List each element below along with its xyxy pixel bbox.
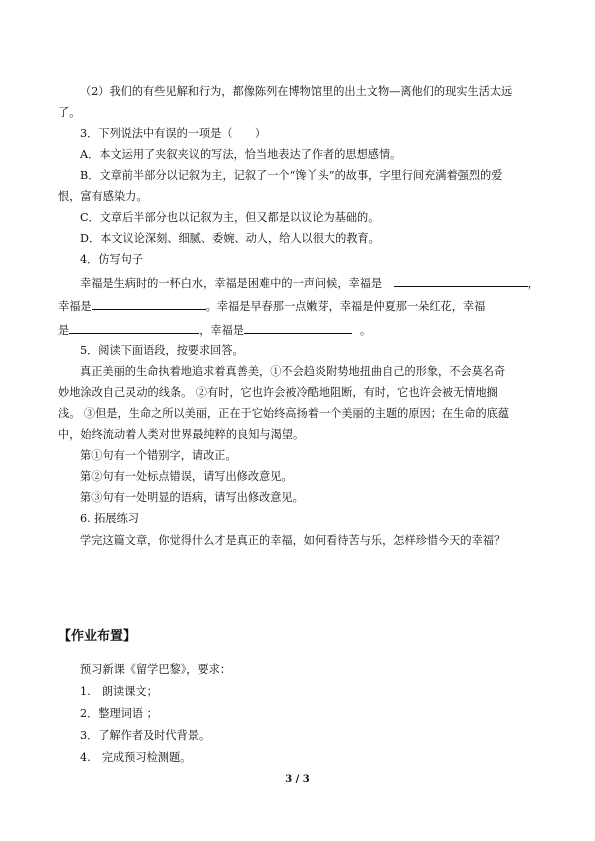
homework-intro: 预习新课《留学巴黎》，要求： — [80, 663, 232, 676]
option-a: A．本文运用了夹叙夹议的写法，恰当地表达了作者的思想感情。 — [80, 148, 402, 161]
option-d: D．本文议论深刻、细腻、委婉、动人，给人以很大的教育。 — [80, 232, 380, 245]
answer-blank[interactable] — [69, 322, 199, 334]
passage-line: 浅。 ③但是，生命之所以美丽，正在于它始终高扬着一个美丽的主题的原因；在生命的底蕴 — [58, 407, 510, 420]
answer-blank[interactable] — [92, 298, 206, 310]
passage-line: 妙地涂改自己灵动的线条。 ②有时，它也许会被冷酷地阻断，有时，它也许会被无情地搁 — [58, 386, 498, 399]
option-b-cont: 恨，富有感染力。 — [58, 190, 148, 203]
text-line: 了。 — [58, 106, 81, 119]
question-6-text: 学完这篇文章，你觉得什么才是真正的幸福，如何看待苦与乐，怎样珍惜今天的幸福？ — [80, 534, 506, 547]
imitation-line-3 — [58, 322, 548, 339]
homework-item: 2．整理词语 ； — [80, 707, 158, 720]
text-segment: 幸福是生病时的一杯白水，幸福是困难中的一声问候，幸福是 — [80, 277, 383, 290]
homework-item: 3．了解作者及时代背景。 — [80, 729, 211, 742]
text-segment: 。 — [359, 324, 372, 337]
sub-question-1: 第①句有一个错别字，请改正。 — [80, 449, 237, 462]
text-segment: 是 — [58, 324, 70, 337]
page-number: 3 / 3 — [285, 774, 310, 785]
homework-heading: 【作业布置】 — [58, 629, 137, 644]
text-segment: 幸福是 — [58, 300, 92, 313]
passage-line: 中，始终流动着人类对世界最纯粹的良知与渴望。 — [58, 428, 305, 441]
answer-blank[interactable] — [244, 322, 352, 334]
sub-question-2: 第②句有一处标点错误，请写出修改意见。 — [80, 470, 293, 483]
question-3: 3．下列说法中有误的一项是（ ） — [80, 127, 267, 140]
sub-question-3: 第③句有一处明显的语病，请写出修改意见。 — [80, 491, 304, 504]
text-segment: ， — [527, 277, 539, 290]
question-4: 4．仿写句子 — [80, 253, 144, 266]
imitation-line-1 — [80, 275, 548, 292]
text-segment: ，幸福是 — [199, 324, 244, 337]
answer-blank[interactable] — [394, 275, 528, 287]
imitation-line-2 — [58, 298, 548, 315]
text-line: （2）我们的有些见解和行为，都像陈列在博物馆里的出土文物—离他们的现实生活太远 — [80, 85, 513, 98]
text-segment: 。幸福是早春那一点嫩芽，幸福是仲夏那一朵红花，幸福 — [205, 300, 486, 313]
option-b: B．文章前半部分以记叙为主，记叙了一个“馋丫头”的故事，字里行间充满着强烈的爱 — [80, 169, 503, 182]
homework-item: 1. 朗读课文； — [80, 685, 158, 698]
question-6: 6. 拓展练习 — [80, 512, 139, 525]
question-5: 5．阅读下面语段，按要求回答。 — [80, 344, 244, 357]
passage-line: 真正美丽的生命执着地追求着真善美，①不会趋炎附势地扭曲自己的形象，不会莫名奇 — [80, 365, 506, 378]
homework-item: 4. 完成预习检测题。 — [80, 751, 192, 764]
option-c: C．文章后半部分也以记叙为主，但又都是以议论为基础的。 — [80, 211, 380, 224]
